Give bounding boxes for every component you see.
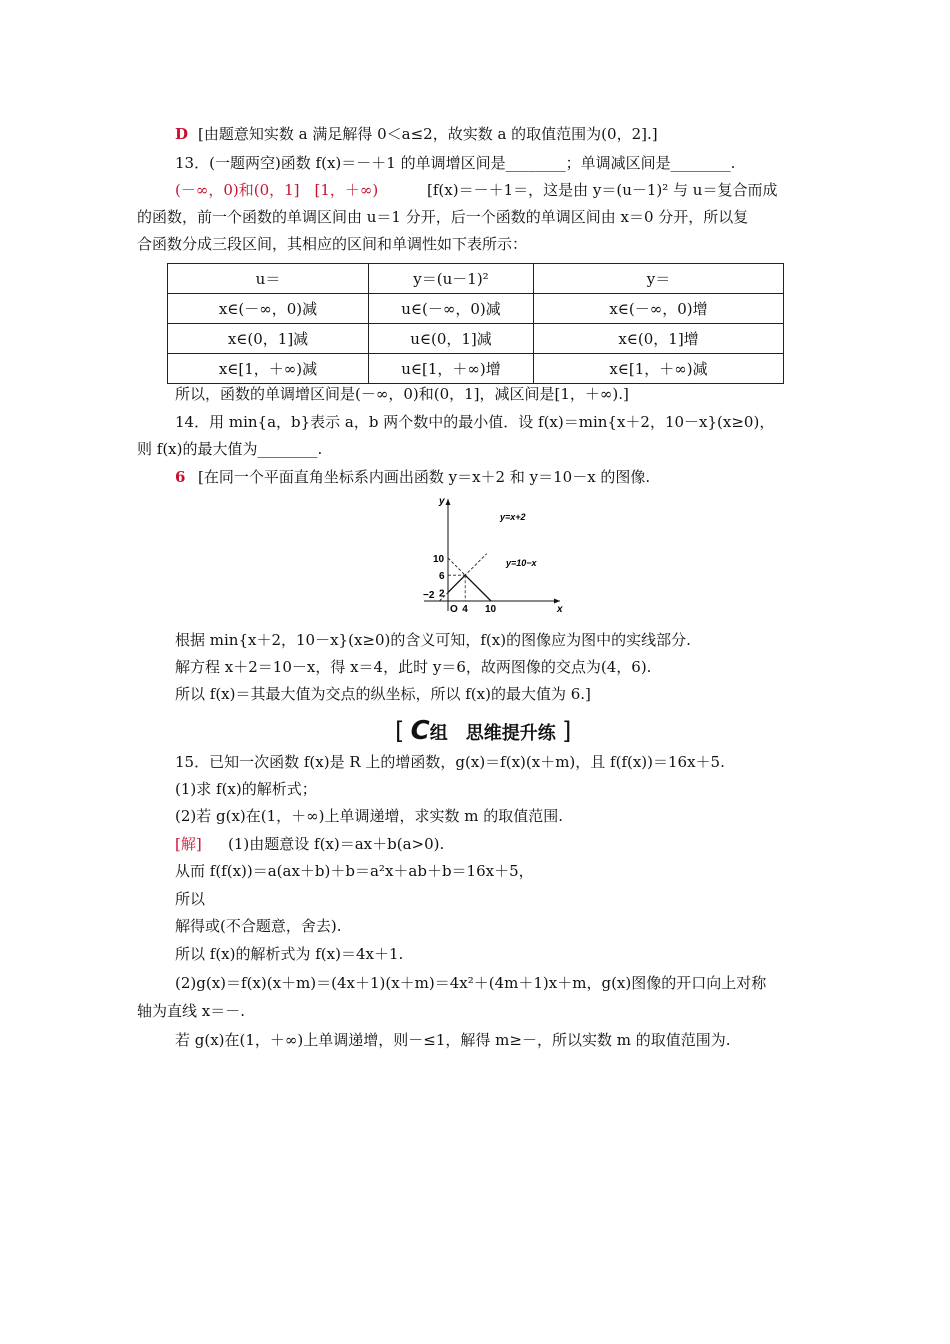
question-14: 14．用 min{a，b}表示 a，b 两个数中的最小值．设 f(x)＝min{x＋2，10－x}(x≥0)， [175, 413, 775, 431]
y-tick-label: 6 [439, 571, 445, 583]
neg-tick-label: −2 [423, 590, 435, 601]
table-cell: y＝(u－1)² [369, 264, 534, 294]
table-cell: x∈[1，＋∞)减 [168, 354, 369, 384]
text-line: [由题意知实数 a 满足解得 0＜a≤2，故实数 a 的取值范围为(0，2].] [198, 125, 658, 143]
answer-letter-12: D [175, 125, 189, 143]
table-cell: x∈(0，1]减 [168, 324, 369, 354]
text-line: 根据 min{x＋2，10－x}(x≥0)的含义可知，f(x)的图像应为图中的实线部分. [175, 631, 691, 649]
y-tick-label: 10 [433, 554, 445, 565]
function-graph [420, 495, 570, 615]
table-cell: x∈(－∞，0)增 [534, 294, 784, 324]
table-row [168, 354, 784, 384]
question-15: 15．已知一次函数 f(x)是 R 上的增函数，g(x)＝f(x)(x＋m)，且 f(f(x))＝16x＋5. [175, 753, 725, 771]
x-tick-label: 4 [462, 604, 468, 615]
table-cell: u∈(－∞，0)减 [369, 294, 534, 324]
table-cell: x∈[1，＋∞)减 [534, 354, 784, 384]
question-13: 13．(一题两空)函数 f(x)＝－＋1 的单调增区间是________；单调减区间是________. [175, 154, 736, 172]
text-line: (2)若 g(x)在(1，＋∞)上单调递增，求实数 m 的取值范围. [175, 807, 564, 825]
text-line: 轴为直线 x＝－. [137, 1002, 245, 1020]
table-row [168, 264, 784, 294]
text-line: (2)g(x)＝f(x)(x＋m)＝(4x＋1)(x＋m)＝4x²＋(4m＋1)x＋m，g(x)图像的开口向上对称 [175, 974, 767, 992]
min-function-solid-line [448, 575, 491, 601]
text-line: 的函数，前一个函数的单调区间由 u＝1 分开，后一个函数的单调区间由 x＝0 分开，所以复 [137, 208, 749, 226]
table-cell: y＝ [534, 264, 784, 294]
series-label-1: y=x+2 [500, 512, 526, 522]
x-axis-label: x [557, 604, 563, 615]
section-letter: C [410, 716, 430, 746]
text-line: 所以 f(x)＝其最大值为交点的纵坐标，所以 f(x)的最大值为 6.] [175, 685, 591, 703]
text-line: (1)求 f(x)的解析式； [175, 780, 317, 798]
text-line: 所以 f(x)的解析式为 f(x)＝4x＋1. [175, 945, 404, 963]
y-axis-label: y [439, 496, 445, 507]
table-row [168, 324, 784, 354]
x-axis-arrow [554, 599, 560, 604]
table-cell: u＝ [168, 264, 369, 294]
answer-13: (－∞，0)和(0，1] [1，＋∞) [175, 181, 379, 199]
origin-label: O [450, 604, 458, 615]
text-line: 所以 [175, 890, 206, 908]
section-title: 组 思维提升练 [429, 723, 556, 744]
text-line: 则 f(x)的最大值为________. [137, 440, 323, 458]
y-axis-arrow [446, 499, 451, 505]
table-cell: x∈(－∞，0)减 [168, 294, 369, 324]
text-line: 所以，函数的单调增区间是(－∞，0)和(0，1]，减区间是[1，＋∞).] [175, 385, 629, 403]
table-cell: u∈[1，＋∞)增 [369, 354, 534, 384]
text-line: [f(x)＝－＋1＝，这是由 y＝(u－1)² 与 u＝复合而成 [412, 181, 778, 199]
text-line: 解得或(不合题意，舍去). [175, 917, 342, 935]
series-label-2: y=10−x [506, 558, 537, 568]
solution-label: [解] [175, 835, 202, 853]
answer-14: 6 [175, 468, 186, 486]
bracket-close: ] [562, 717, 572, 745]
monotonicity-table [167, 263, 784, 384]
table-cell: u∈(0，1]减 [369, 324, 534, 354]
x-tick-label: 10 [485, 604, 497, 615]
text-line: (1)由题意设 f(x)＝ax＋b(a>0). [213, 835, 445, 853]
text-line: [在同一个平面直角坐标系内画出函数 y＝x＋2 和 y＝10－x 的图像. [198, 468, 651, 486]
text-line: 合函数分成三段区间，其相应的区间和单调性如下表所示： [137, 235, 528, 253]
section-heading [395, 716, 571, 746]
table-cell: x∈(0，1]增 [534, 324, 784, 354]
text-line: 解方程 x＋2＝10－x，得 x＝4，此时 y＝6，故两图像的交点为(4，6). [175, 658, 652, 676]
graph-marks [423, 496, 563, 615]
bracket-open: [ [395, 717, 405, 745]
y-tick-label: 2 [439, 588, 445, 600]
text-line: 若 g(x)在(1，＋∞)上单调递增，则－≤1，解得 m≥－，所以实数 m 的取值范围为. [175, 1031, 731, 1049]
text-line: 从而 f(f(x))＝a(ax＋b)＋b＝a²x＋ab＋b＝16x＋5， [175, 862, 534, 880]
table-row [168, 294, 784, 324]
